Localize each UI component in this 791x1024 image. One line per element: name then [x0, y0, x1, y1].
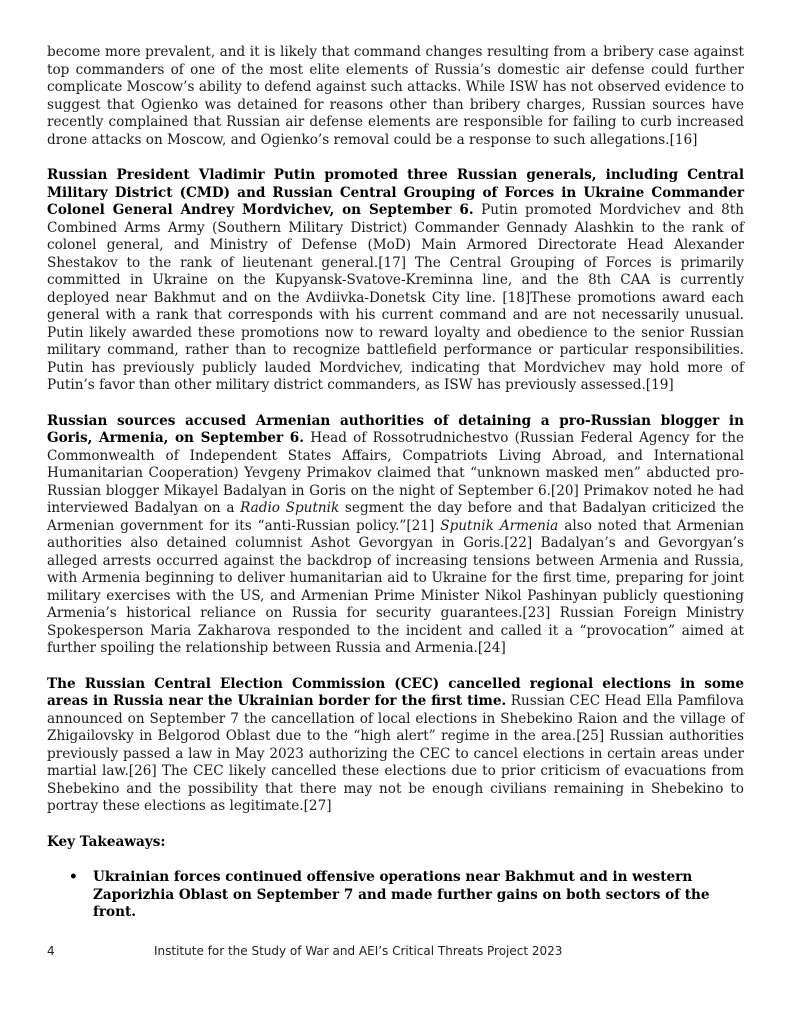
key-takeaways-list — [47, 869, 744, 922]
italic-text: Radio Sputnik — [240, 500, 340, 516]
paragraph-lead: Russian President Vladimir Putin promoted three Russian generals, including Central Military District (CMD) and Russian Central Grouping of Forces in Ukraine Commander Colonel General Andrey Mordvichev, on September 6. — [47, 167, 744, 218]
paragraphs — [47, 44, 744, 816]
paragraph-text: also noted that Armenian authorities also detained columnist Ashot Gevorgyan in Goris.[22] Badalyan’s and Gevorgyan’s alleged arrests occurred against the backdrop of increasing tensions between Armenia and Russia, with Armenia beginning to deliver humanitarian aid to Ukraine for the first time, preparing for joint military exercises with the US, and Armenian Prime Minister Nikol Pashinyan publicly questioning Armenia’s historical reliance on Russia for security guarantees.[23] Russian Foreign Ministry Spokesperson Maria Zakharova responded to the incident and called it a “provocation” aimed at further spoiling the relationship between Russia and Armenia.[24] — [47, 517, 745, 656]
page-number: 4 — [47, 944, 55, 958]
paragraph-text: Putin promoted Mordvichev and 8th Combined Arms Army (Southern Military District) Commander Gennady Alashkin to the rank of colonel general, and Ministry of Defense (MoD) Main Armored Directorate Head Alexander Shestakov to the rank of lieutenant general.[17] The Central Grouping of Forces is primarily committed in Ukraine on the Kupyansk-Svatove-Kreminna line, and the 8th CAA is currently deployed near Bakhmut and on the Avdiivka-Donetsk City line. [18]These promotions award each general with a rank that corresponds with his current command and are not necessarily unusual. Putin likely awarded these promotions now to reward loyalty and obedience to the senior Russian military command, rather than to recognize battlefield performance or particular responsibilities. Putin has previously publicly lauded Mordvichev, indicating that Mordvichev may hold more of Putin’s favor than other military district commanders, as ISW has previously assessed.[19] — [47, 202, 744, 393]
paragraph — [47, 44, 744, 149]
key-takeaways-heading: Key Takeaways: — [47, 833, 166, 850]
paragraph-text: segment the day before and that Badalyan criticized the Armenian government for its “anti-Russian policy.”[21] — [47, 500, 744, 534]
paragraph-lead: Russian sources accused Armenian authorities of detaining a pro-Russian blogger in Goris, Armenia, on September 6. — [47, 412, 744, 446]
italic-text: Sputnik Armenia — [440, 517, 559, 534]
paragraph-lead: The Russian Central Election Commission (CEC) cancelled regional elections in some areas in Russia near the Ukrainian border for the first time. — [47, 675, 744, 709]
document-body — [47, 44, 744, 922]
bullet-icon: • — [69, 869, 78, 885]
paragraph — [47, 676, 744, 816]
paragraph-text: Russian CEC Head Ella Pamfilova announced on September 7 the cancellation of local elections in Shebekino Raion and the village of Zhigailovsky in Belgorod Oblast due to the “high alert” regime in the area.[25] Russian authorities previously passed a law in May 2023 authorizing the CEC to cancel elections in certain areas under martial law.[26] The CEC likely cancelled these elections due to prior criticism of evacuations from Shebekino and the possibility that there may not be enough civilians remaining in Shebekino to portray these elections as legitimate.[27] — [47, 693, 744, 814]
takeaway-text: Ukrainian forces continued offensive operations near Bakhmut and in western Zaporizhia Oblast on September 7 and made further gains on both sectors of the front. — [93, 869, 710, 920]
paragraph — [47, 413, 744, 658]
paragraph-text: become more prevalent, and it is likely that command changes resulting from a bribery case against top commanders of one of the most elite elements of Russia’s domestic air defense could further complicate Moscow’s ability to defend against such attacks. While ISW has not observed evidence to suggest that Ogienko was detained for reasons other than bribery charges, Russian sources have recently complained that Russian air defense elements are responsible for failing to curb increased drone attacks on Moscow, and Ogienko’s removal could be a response to such allegations.[16] — [47, 44, 744, 148]
footer-text: Institute for the Study of War and AEI’s Critical Threats Project 2023 — [154, 944, 563, 958]
paragraph — [47, 167, 744, 395]
paragraph-text: Head of Rossotrudnichestvo (Russian Federal Agency for the Commonwealth of Independent States Affairs, Compatriots Living Abroad, and International Humanitarian Cooperation) Yevgeny Primakov claimed that “unknown masked men” abducted pro-Russian blogger Mikayel Badalyan in Goris on the night of September 6.[20] Primakov noted he had interviewed Badalyan on a — [47, 430, 744, 516]
list-item — [47, 869, 744, 922]
